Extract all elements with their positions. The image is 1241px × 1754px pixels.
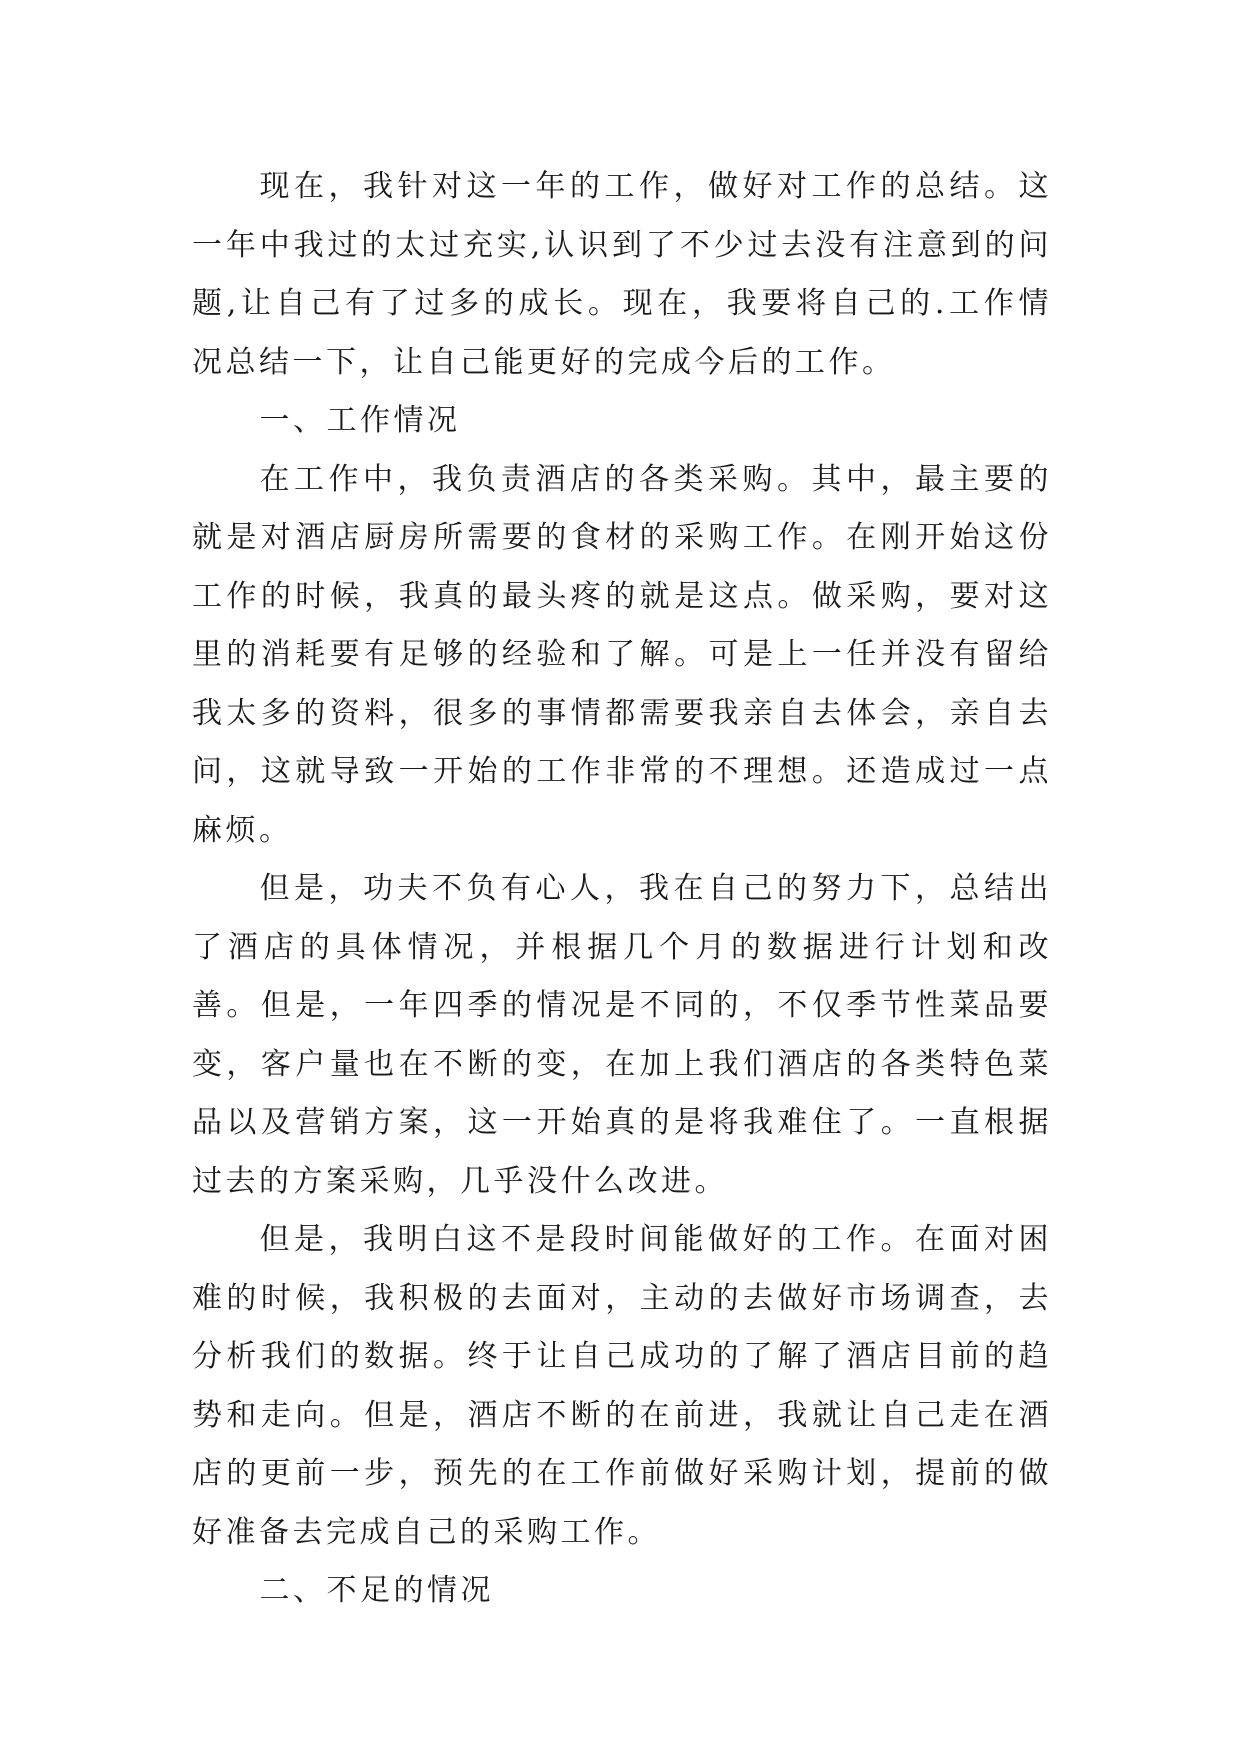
paragraph-hard-work-pays-off: 但是，功夫不负有心人，我在自己的努力下，总结出了酒店的具体情况，并根据几个月的数据进行计划和改善。但是，一年四季的情况是不同的，不仅季节性菜品要变，客户量也在不断的变，在加上我们酒店的各类特色菜品以及营销方案，这一开始真的是将我难住了。一直根据过去的方案采购，几乎没什么改进。 bbox=[192, 871, 1052, 1199]
heading-work-situation: 一、工作情况 bbox=[259, 403, 461, 438]
heading-shortcomings: 二、不足的情况 bbox=[259, 1573, 494, 1608]
paragraph-facing-difficulties: 但是，我明白这不是段时间能做好的工作。在面对困难的时候，我积极的去面对，主动的去做好市场调查，去分析我们的数据。终于让自己成功的了解了酒店目前的趋势和走向。但是，酒店不断的在前进，我就让自己走在酒店的更前一步，预先的在工作前做好采购计划，提前的做好准备去完成自己的采购工作。 bbox=[192, 1222, 1052, 1550]
paragraph-procurement-duties: 在工作中，我负责酒店的各类采购。其中，最主要的就是对酒店厨房所需要的食材的采购工作。在刚开始这份工作的时候，我真的最头疼的就是这点。做采购，要对这里的消耗要有足够的经验和了解。可是上一任并没有留给我太多的资料，很多的事情都需要我亲自去体会，亲自去问，这就导致一开始的工作非常的不理想。还造成过一点麻烦。 bbox=[192, 461, 1052, 848]
document-body bbox=[192, 158, 1052, 1621]
paragraph-summary-intro: 现在，我针对这一年的工作，做好对工作的总结。这一年中我过的太过充实,认识到了不少过去没有注意到的问题,让自己有了过多的成长。现在，我要将自己的.工作情况总结一下，让自己能更好的完成今后的工作。 bbox=[192, 169, 1052, 380]
